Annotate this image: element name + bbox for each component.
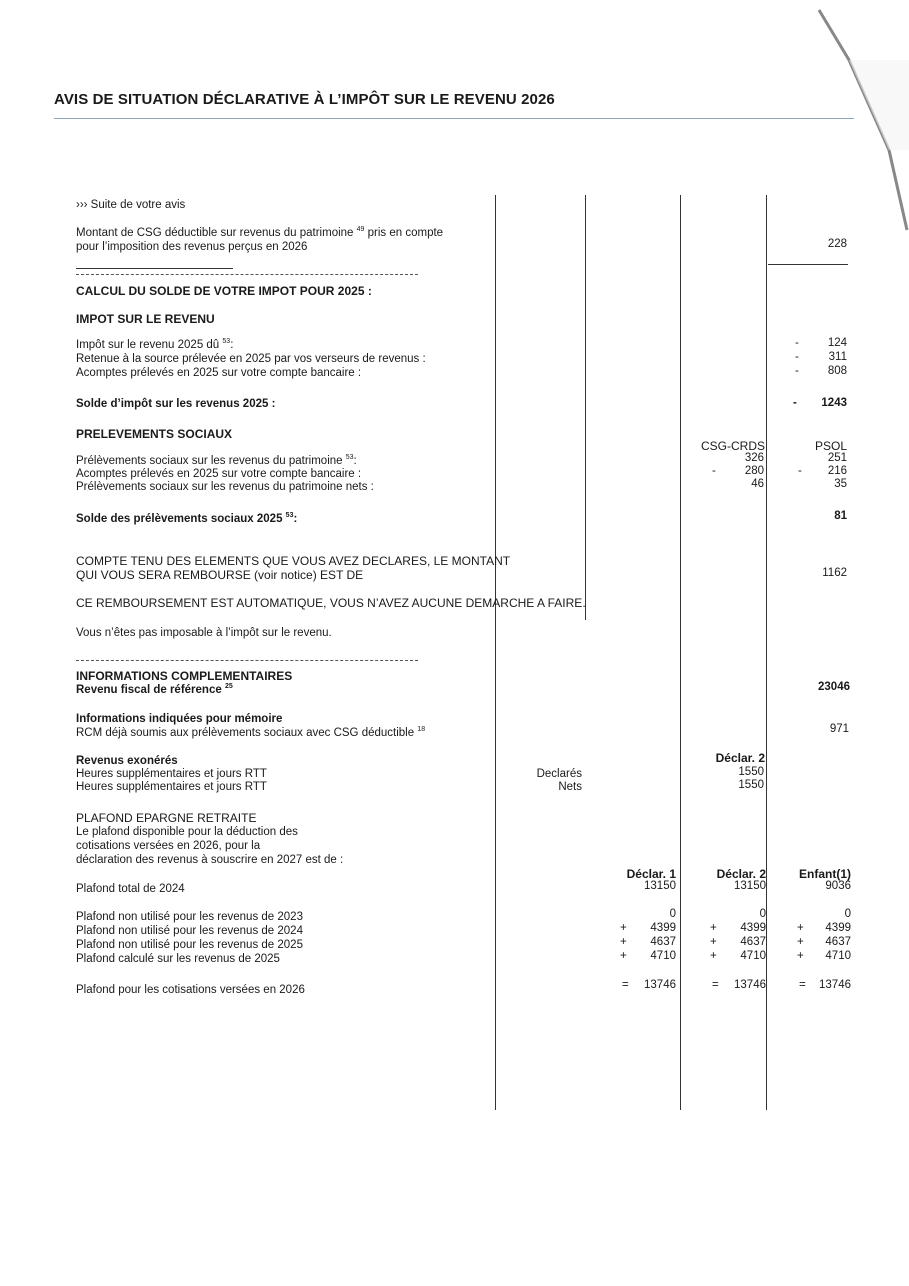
prelevements-row-value-psol: 216: [827, 465, 847, 477]
rcm-value: 971: [829, 723, 849, 735]
plafond-row-value: 4710: [740, 950, 766, 962]
prelevements-row-sign-psol: -: [798, 465, 802, 477]
impot-row-value: 808: [827, 365, 847, 377]
plafond-row-value: 4637: [650, 936, 676, 948]
page-fold-shadow: [789, 0, 909, 240]
prelevements-row-value-psol: 251: [827, 452, 847, 464]
column-line-3: [680, 195, 681, 1110]
rfr-label: Revenu fiscal de référence $^{25}$: [76, 683, 233, 696]
exoneres-row-type: Nets: [558, 781, 582, 793]
exoneres-row-type: Declarés: [536, 768, 582, 780]
impot-row-label: Retenue à la source prélevée en 2025 par vos verseurs de revenus :: [76, 353, 426, 365]
column-line-4: [766, 195, 767, 1110]
impot-row-sign: -: [795, 337, 799, 349]
infos-separator-dashed: [76, 660, 418, 661]
prelevements-row-value-csg: 326: [744, 452, 764, 464]
plafond-final-value: 13746: [644, 979, 676, 991]
plafond-final-sign: =: [622, 979, 629, 991]
plafond-row-sign: +: [620, 936, 627, 948]
plafond-final-label: Plafond pour les cotisations versées en 2026: [76, 984, 305, 996]
remboursement-auto: CE REMBOURSEMENT EST AUTOMATIQUE, VOUS N’AVEZ AUCUNE DEMARCHE A FAIRE.: [76, 596, 586, 610]
plafond-col-enfant: Enfant(1): [799, 867, 851, 881]
header-divider: [54, 118, 854, 119]
plafond-row-value: 0: [844, 908, 851, 920]
plafond-row-value: 4399: [650, 922, 676, 934]
plafond-final-sign: =: [799, 979, 806, 991]
csg-montant-line2: pour l’imposition des revenus perçus en 2026: [76, 241, 308, 253]
plafond-row-sign: +: [710, 936, 717, 948]
plafond-final-value: 13746: [819, 979, 851, 991]
page-title: AVIS DE SITUATION DÉCLARATIVE À L’IMPÔT SUR LE REVENU 2026: [54, 91, 555, 108]
exoneres-row-value: 1550: [738, 766, 764, 778]
prelevements-solde-label: Solde des prélèvements sociaux 2025 $^{53}$:: [76, 512, 298, 525]
csg-montant-value: 228: [827, 238, 847, 250]
remboursement-line2: QUI VOUS SERA REMBOURSE (voir notice) EST DE: [76, 568, 364, 582]
plafond-row-sign: +: [620, 922, 627, 934]
column-line-2: [585, 195, 586, 620]
plafond-total-enfant: 9036: [825, 880, 851, 892]
memoire-title: Informations indiquées pour mémoire: [76, 713, 283, 725]
prelevements-row-value-psol: 35: [834, 478, 847, 490]
exoneres-row-label: Heures supplémentaires et jours RTT: [76, 781, 267, 793]
plafond-title: PLAFOND EPARGNE RETRAITE: [76, 811, 257, 825]
rfr-value: 23046: [818, 681, 850, 693]
impot-row-sign: -: [795, 365, 799, 377]
csg-montant-line1: Montant de CSG déductible sur revenus du patrimoine $^{49}$ pris en compte: [76, 226, 444, 239]
plafond-row-value: 4399: [825, 922, 851, 934]
section-separator-dashed: [76, 274, 418, 275]
plafond-total-declar1: 13150: [644, 880, 676, 892]
plafond-desc-2: cotisations versées en 2026, pour la: [76, 840, 261, 852]
plafond-desc-1: Le plafond disponible pour la déduction des: [76, 826, 298, 838]
suite-label: ››› Suite de votre avis: [76, 199, 186, 211]
plafond-row-value: 0: [669, 908, 676, 920]
impot-row-value: 311: [828, 351, 847, 363]
plafond-row-value: 4710: [825, 950, 851, 962]
impot-row-label: Impôt sur le revenu 2025 dû $^{53}$:: [76, 338, 234, 351]
impot-row-sign: -: [795, 351, 799, 363]
calcul-title: CALCUL DU SOLDE DE VOTRE IMPOT POUR 2025 :: [76, 284, 372, 298]
plafond-row-value: 4637: [740, 936, 766, 948]
prelevements-row-label: Prélèvements sociaux sur les revenus du patrimoine nets :: [76, 481, 374, 493]
impot-solde-label: Solde d’impôt sur les revenus 2025 :: [76, 398, 276, 410]
plafond-final-sign: =: [712, 979, 719, 991]
plafond-row-sign: +: [620, 950, 627, 962]
prelevements-row-label: Prélèvements sociaux sur les revenus du patrimoine $^{53}$:: [76, 454, 357, 467]
non-imposable: Vous n’êtes pas imposable à l’impôt sur le revenu.: [76, 627, 332, 639]
impot-title: IMPOT SUR LE REVENU: [76, 312, 215, 326]
exoneres-row-value: 1550: [738, 779, 764, 791]
plafond-row-value: 4637: [825, 936, 851, 948]
plafond-final-value: 13746: [734, 979, 766, 991]
plafond-row-label: Plafond non utilisé pour les revenus de 2024: [76, 925, 303, 937]
impot-row-label: Acomptes prélevés en 2025 sur votre compte bancaire :: [76, 367, 362, 379]
exoneres-col-declar2: Déclar. 2: [715, 751, 765, 765]
impot-row-label-sup: 53: [222, 338, 231, 346]
impot-solde-value: 1243: [821, 397, 847, 409]
infos-title: INFORMATIONS COMPLEMENTAIRES: [76, 669, 293, 683]
prelevements-row-value-csg: 46: [751, 478, 764, 490]
prelevements-col-psol: PSOL: [814, 439, 847, 453]
plafond-total-declar2: 13150: [734, 880, 766, 892]
column-line-1: [495, 195, 496, 1110]
prelevements-row-value-csg: 280: [744, 465, 764, 477]
exoneres-row-label: Heures supplémentaires et jours RTT: [76, 768, 267, 780]
plafond-col-declar1: Déclar. 1: [626, 867, 676, 881]
remboursement-line1: COMPTE TENU DES ELEMENTS QUE VOUS AVEZ DECLARES, LE MONTANT: [76, 554, 511, 568]
prelevements-col-csg: CSG-CRDS: [700, 439, 765, 453]
plafond-row-sign: +: [797, 936, 804, 948]
plafond-desc-3: déclaration des revenus à souscrire en 2027 est de :: [76, 854, 344, 866]
plafond-row-sign: +: [710, 922, 717, 934]
plafond-row-label: Plafond non utilisé pour les revenus de 2023: [76, 911, 303, 923]
plafond-row-value: 0: [759, 908, 766, 920]
prelevements-row-label-sup: 53: [345, 454, 354, 462]
prelevements-row-sign-csg: -: [712, 465, 716, 477]
exoneres-title: Revenus exonérés: [76, 755, 178, 767]
prelevements-solde-value: 81: [834, 510, 847, 522]
prelevements-row-label: Acomptes prélevés en 2025 sur votre compte bancaire :: [76, 468, 362, 480]
remboursement-value: 1162: [822, 567, 847, 579]
csg-underline: [768, 264, 848, 265]
impot-row-value: 124: [827, 337, 847, 349]
plafond-col-declar2: Déclar. 2: [716, 867, 766, 881]
impot-solde-sign: -: [793, 397, 797, 409]
plafond-row-sign: +: [797, 950, 804, 962]
plafond-row-value: 4710: [650, 950, 676, 962]
rcm-label: RCM déjà soumis aux prélèvements sociaux avec CSG déductible $^{18}$: [76, 726, 426, 739]
prelevements-title: PRELEVEMENTS SOCIAUX: [76, 427, 233, 441]
plafond-row-label: Plafond calculé sur les revenus de 2025: [76, 953, 280, 965]
plafond-row-label: Plafond non utilisé pour les revenus de 2025: [76, 939, 303, 951]
section-separator-short: [76, 268, 233, 269]
plafond-row-value: 4399: [740, 922, 766, 934]
plafond-row-sign: +: [710, 950, 717, 962]
plafond-total-label: Plafond total de 2024: [76, 883, 185, 895]
plafond-row-sign: +: [797, 922, 804, 934]
